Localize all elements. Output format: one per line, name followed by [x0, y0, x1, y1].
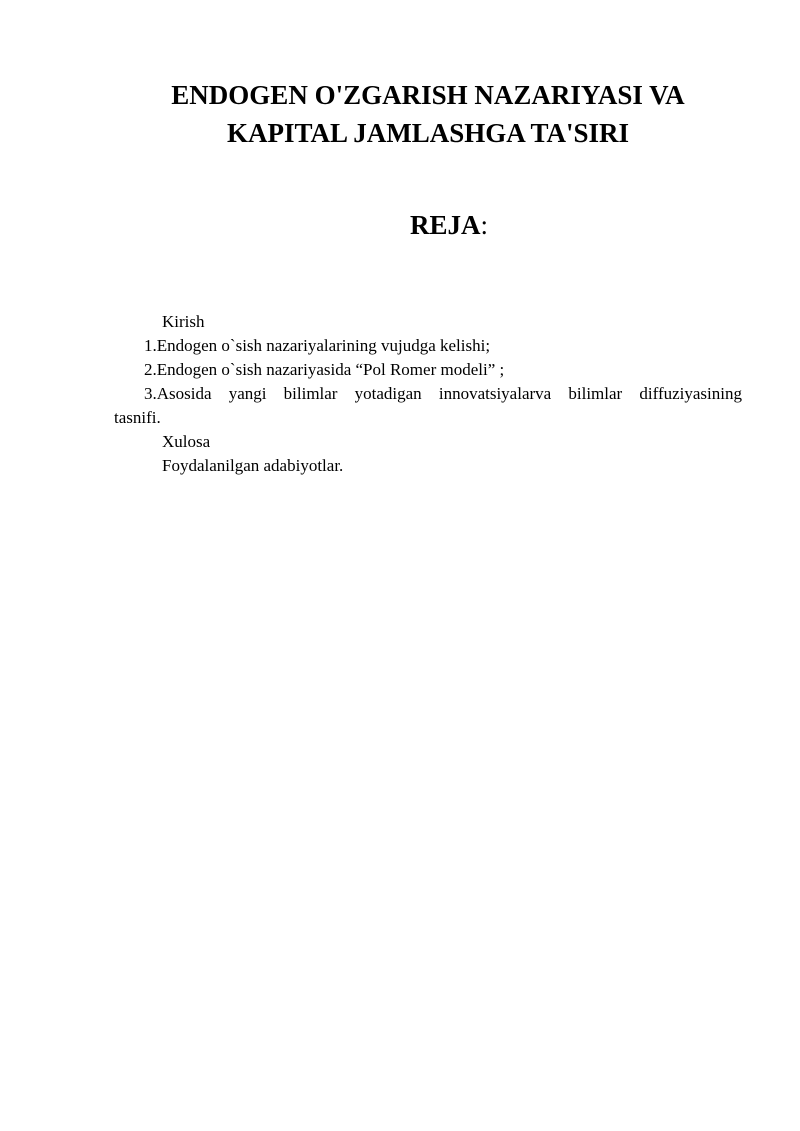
plan-item-intro: Kirish: [162, 312, 205, 331]
title-line-1: ENDOGEN O'ZGARISH NAZARIYASI VA: [171, 80, 685, 110]
plan-item-3-line-1: 3.Asosida yangi bilimlar yotadigan innovatsiyalarva bilimlar diffuziyasining: [144, 384, 742, 403]
document-title: [110, 76, 746, 152]
plan-heading: [410, 208, 488, 242]
plan-item-conclusion: Xulosa: [162, 432, 211, 451]
plan-list: [114, 310, 742, 478]
plan-item-1: 1.Endogen o`sish nazariyalarining vujudga kelishi;: [144, 336, 491, 355]
plan-heading-colon: :: [480, 210, 489, 240]
plan-heading-text: REJA: [410, 210, 481, 240]
plan-item-2: 2.Endogen o`sish nazariyasida “Pol Romer modeli” ;: [144, 360, 505, 379]
plan-item-references: Foydalanilgan adabiyotlar.: [162, 456, 344, 475]
plan-item-3-line-2: tasnifi.: [114, 408, 161, 427]
title-line-2: KAPITAL JAMLASHGA TA'SIRI: [226, 118, 630, 148]
